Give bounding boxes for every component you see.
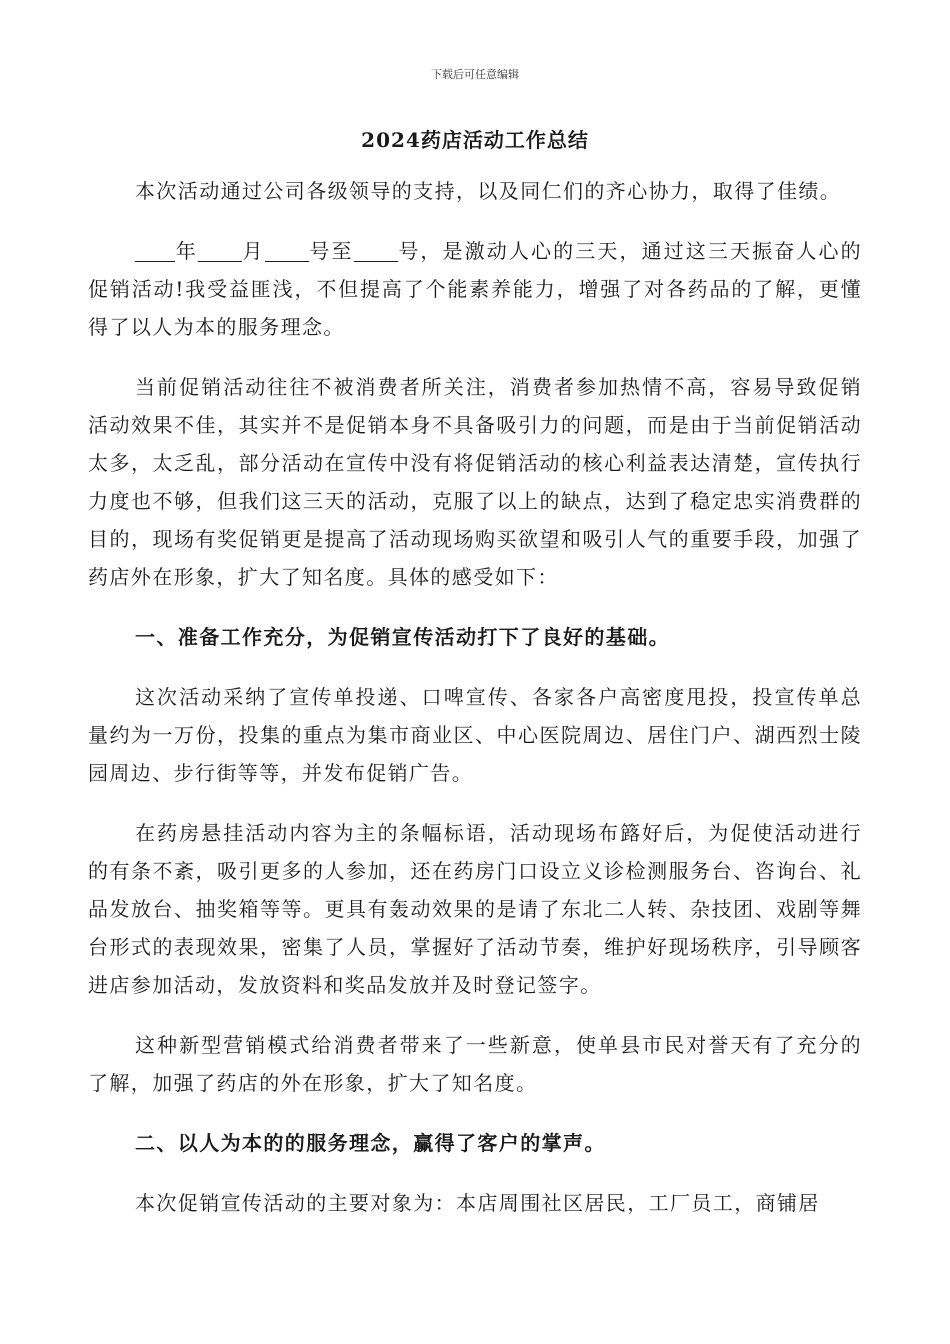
label-day-to: 号至 [308,239,354,263]
section-heading-1: 一、准备工作充分，为促销宣传活动打下了良好的基础。 [135,625,670,649]
blank-day-end [354,239,398,262]
paragraph-flyers: 这次活动采纳了宣传单投递、口啤宣传、各家各户高密度甩投，投宣传单总量约为一万份，投集的重点为集市商业区、中心医院周边、居住门户、湖西烈士陵园周边、步行街等等，并发布促销广告。 [88,685,862,785]
blank-day-start [265,239,309,262]
paragraph-background: 当前促销活动往往不被消费者所关注，消费者参加热情不高，容易导致促销活动效果不佳，其实并不是促销本身不具备吸引力的问题，而是由于当前促销活动太多，太乏乱，部分活动在宣传中没有将促销活动的核心利益表达清楚，宣传执行力度也不够，但我们这三天的活动，克服了以上的缺点，达到了稳定忠实消费群的目的，现场有奖促销更是提高了活动现场购买欲望和吸引人气的重要手段，加强了药店外在形象，扩大了知名度。具体的感受如下： [88,375,862,589]
paragraph-onsite: 在药房悬挂活动内容为主的条幅标语，活动现场布簬好后，为促使活动进行的有条不紊，吸引更多的人参加，还在药房门口设立义诊检测服务台、咨询台、礼品发放台、抽奖箱等等。更具有轰动效果的是请了东北二人转、杂技团、戏剧等舞台形式的表现效果，密集了人员，掌握好了活动节奏，维护好现场秩序，引导顾客进店参加活动，发放资料和奖品发放并及时登记签字。 [88,821,862,997]
page-header-note: 下载后可任意编辑 [431,68,519,81]
label-month: 月 [241,239,265,263]
paragraph-dates [88,232,862,346]
blank-year [135,239,175,262]
paragraph-marketing: 这种新型营销模式给消费者带来了一些新意，使单县市民对誉天有了充分的了解，加强了药店的外在形象，扩大了知名度。 [88,1033,862,1095]
label-year: 年 [175,239,198,263]
paragraph-audience: 本次促销宣传活动的主要对象为：本店周围社区居民，工厂员工，商铺居 [135,1191,820,1215]
paragraph-dates-text: 号，是激动人心的三天，通过这三天振奋人心的促销活动!我受益匪浅，不但提高了个能素养能力，增强了对各药品的了解，更懂得了以人为本的服务理念。 [88,239,862,339]
document-body [88,172,862,1244]
section-heading-2: 二、以人为本的的服务理念，赢得了客户的掌声。 [135,1131,606,1155]
blank-month [198,239,242,262]
document-title: 2024药店活动工作总结 [361,128,589,152]
paragraph-intro: 本次活动通过公司各级领导的支持，以及同仁们的齐心协力，取得了佳绩。 [135,179,842,203]
